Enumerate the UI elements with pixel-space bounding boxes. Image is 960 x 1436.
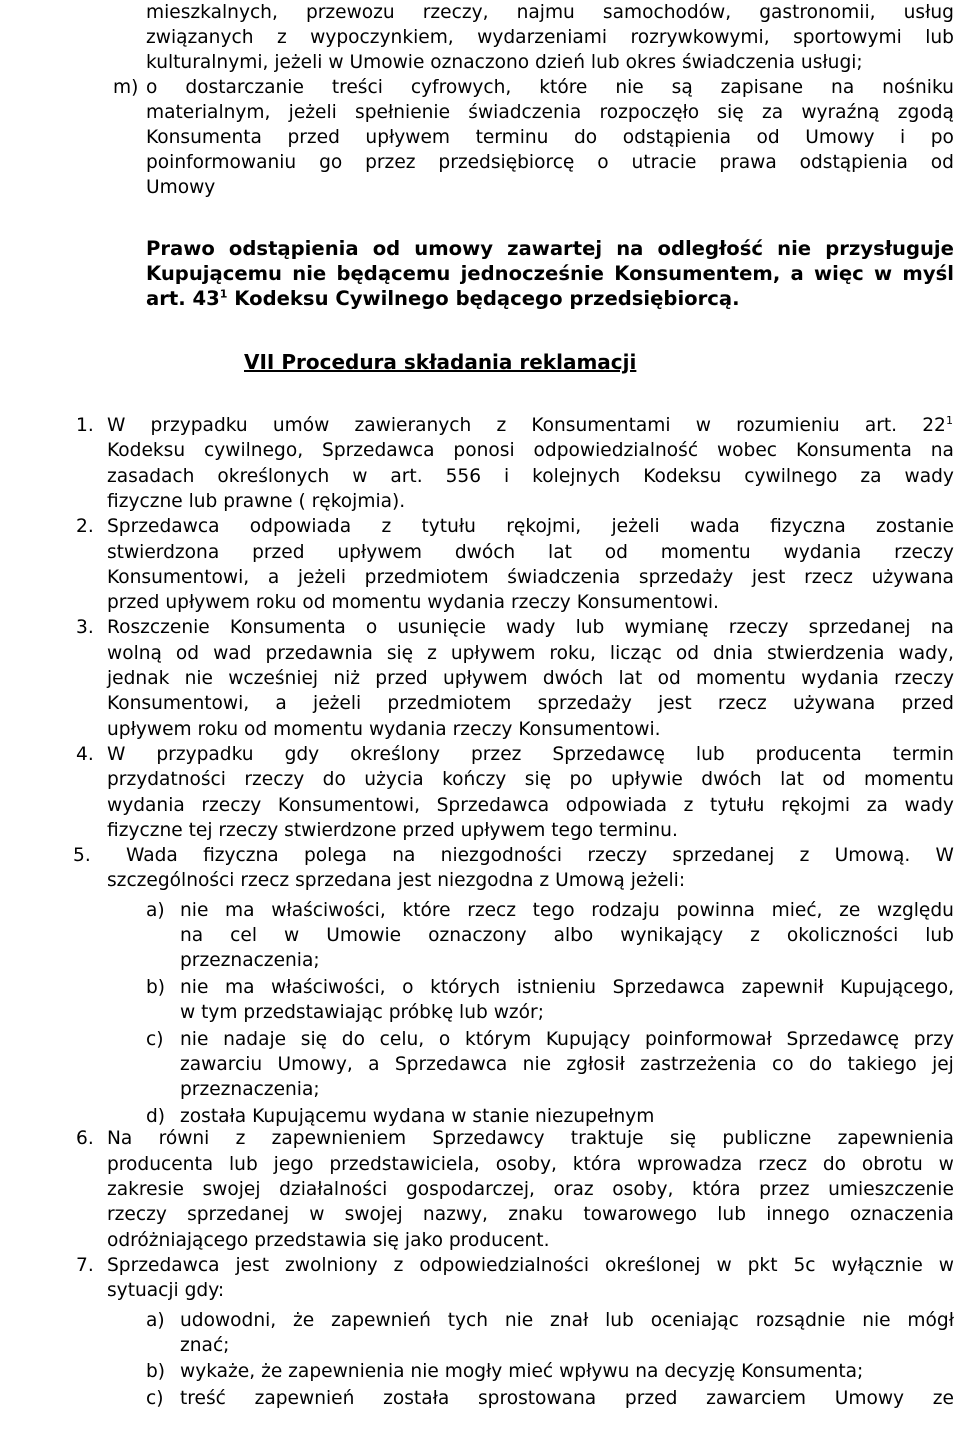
text-line: wolną od wad przedawnia się z upływem roku, licząc od dnia stwierdzenia wady, (107, 642, 954, 664)
text-line: Konsumentowi, a jeżeli przedmiotem sprzedaży jest rzecz używana przed (107, 693, 954, 715)
sub-item-marker: d) (146, 1105, 166, 1127)
text-line: zawarciu Umowy, a Sprzedawca nie zgłosił zastrzeżenia co do takiego jej (180, 1054, 954, 1076)
text-line: stwierdzona przed upływem dwóch lat od momentu wydania rzeczy (107, 541, 954, 563)
sub-item-marker: b) (146, 1361, 166, 1383)
text-line: w tym przedstawiając próbkę lub wzór; (180, 1002, 544, 1024)
text-line: sytuacji gdy: (107, 1280, 225, 1302)
text-line: znać; (180, 1334, 230, 1356)
text-line: nie ma właściwości, o których istnieniu Sprzedawca zapewnił Kupującego, (180, 976, 954, 998)
text-line: materialnym, jeżeli spełnienie świadczenia rozpoczęło się za wyraźną zgodą (146, 102, 954, 123)
text-line: przed upływem roku od momentu wydania rzeczy Konsumentowi. (107, 592, 719, 614)
item-marker: m) (113, 77, 139, 98)
text-line: W przypadku umów zawieranych z Konsumentami w rozumieniu art. 22 (107, 415, 946, 436)
document-page: mieszkalnych, przewozu rzeczy, najmu samochodów, gastronomii, usług związanych z wypoczynkiem, wydarzeniami rozrywkowymi, sportowymi lub kulturalnymi, jeżeli w Umowie oznaczono dzień lub okres świadczenia usługi; m) o dostarczanie treści cyfrowych, które nie są zapisane na nośniku materialnym, jeżeli spełnienie świadczenia rozpoczęło się za wyraźną zgodą Konsumenta przed upływem terminu do odstąpienia od Umowy i po poinformowaniu go przez przedsiębiorcę o utracie prawa odstąpienia od Umowy Prawo odstąpienia od umowy zawartej na odległość nie przysługuje Kupującemu nie będącemu jednocześnie Konsumentem, a więc w myśl art. $43^1$ Kodeksu Cywilnego będącego przedsiębiorcą. VII Procedura składania reklamacji 1. W przypadku umów zawieranych z Konsumentami w rozumieniu art. 22 1 Kodeksu cywilnego, Sprzedawca ponosi odpowiedzialność wobec Konsumenta na zasadach określonych w art. 556 i kolejnych Kodeksu cywilnego za wady fizyczne lub prawne ( rękojmia). 2. Sprzedawca odpowiada z tytułu rękojmi, jeżeli wada fizyczna zostanie stwierdzona przed upływem dwóch lat od momentu wydania rzeczy Konsumentowi, a jeżeli przedmiotem świadczenia sprzedaży jest rzecz używana przed upływem roku od momentu wydania rzeczy Konsumentowi. 3. Roszczenie Konsumenta o usunięcie wady lub wymianę rzeczy sprzedanej na wolną od wad przedawnia się z upływem roku, licząc od dnia stwierdzenia wady, jednak nie wcześniej niż przed upływem dwóch lat od momentu wydania rzeczy Konsumentowi, a jeżeli przedmiotem sprzedaży jest rzecz używana przed upływem roku od momentu wydania rzeczy Konsumentowi. 4. W przypadku gdy określony przez Sprzedawcę lub producenta termin przydatności rzeczy do użycia kończy się po upływie dwóch lat od momentu wydania rzeczy Konsumentowi, Sprzedawca odpowiada z tytułu rękojmi za wady fizyczne tej rzeczy stwierdzone przed upływem tego terminu. 5. Wada fizyczna polega na niezgodności rzeczy sprzedanej z Umową. W szczególności rzecz sprzedana jest niezgodna z Umową jeżeli: a) nie ma właściwości, które rzecz tego rodzaju powinna mieć, ze względu na cel w Umowie oznaczony albo wynikający z okoliczności lub przeznaczenia; b) nie ma właściwości, o których istnieniu Sprzedawca zapewnił Kupującego, w tym przedstawiając próbkę lub wzór; c) nie nadaje się do celu, o którym Kupujący poinformował Sprzedawcę przy zawarciu Umowy, a Sprzedawca nie zgłosił zastrzeżenia co do takiego jej przeznaczenia; d) została Kupującemu wydana w stanie niezupełnym 6. Na równi z zapewnieniem Sprzedawcy traktuje się publiczne zapewnienia producenta lub jego przedstawiciela, osoby, która wprowadza rzecz do obrotu w zakresie swojej działalności gospodarczej, oraz osoby, która przez umieszczenie rzeczy sprzedanej w swojej nazwy, znaku towarowego lub innego oznaczenia odróżniającego przedstawia się jako producent. 7. Sprzedawca jest zwolniony z odpowiedzialności określonej w pkt 5c wyłącznie w sytuacji gdy: a) udowodni, że zapewnień tych nie znał lub oceniając rozsądnie nie mógł znać; b) wykaże, że zapewnienia nie mogły mieć wpływu na decyzję Konsumenta; c) treść zapewnień została sprostowana przed zawarciem Umowy ze (73, 2, 954, 1409)
bold-note-line (146, 286, 740, 311)
text-line: Na równi z zapewnieniem Sprzedawcy traktuje się publiczne zapewnienia (107, 1128, 954, 1150)
sub-item-marker: c) (146, 1387, 164, 1409)
text-line: fizyczne lub prawne ( rękojmia). (107, 490, 406, 512)
sub-item-marker: a) (146, 1309, 165, 1331)
text-line: Kodeksu cywilnego, Sprzedawca ponosi odpowiedzialność wobec Konsumenta na (107, 440, 954, 462)
superscript: 1 (219, 287, 228, 301)
bold-note-line: Kupującemu nie będącemu jednocześnie Konsumentem, a więc w myśl (146, 262, 954, 285)
bold-note-text: art. 43 (146, 287, 220, 310)
item-number: 4. (76, 743, 94, 765)
text-line: przeznaczenia; (180, 1079, 320, 1101)
text-line: kulturalnymi, jeżeli w Umowie oznaczono dzień lub okres świadczenia usługi; (146, 52, 863, 73)
text-line: udowodni, że zapewnień tych nie znał lub oceniając rozsądnie nie mógł (180, 1309, 954, 1331)
item-number: 1. (76, 415, 94, 436)
text-line: wydania rzeczy Konsumentowi, Sprzedawca odpowiada z tytułu rękojmi za wady (107, 794, 954, 816)
text-line: szczególności rzecz sprzedana jest niezgodna z Umową jeżeli: (107, 870, 686, 892)
text-line: na cel w Umowie oznaczony albo wynikający z okoliczności lub (180, 925, 954, 946)
text-line: Roszczenie Konsumenta o usunięcie wady lub wymianę rzeczy sprzedanej na (107, 617, 954, 639)
text-line: zasadach określonych w art. 556 i kolejnych Kodeksu cywilnego za wady (107, 465, 954, 487)
item-number: 7. (76, 1254, 94, 1276)
text-line: fizyczne tej rzeczy stwierdzone przed upływem tego terminu. (107, 819, 678, 841)
text-line: została Kupującemu wydana w stanie niezupełnym (180, 1105, 655, 1127)
text-line: przydatności rzeczy do użycia kończy się po upływie dwóch lat od momentu (107, 769, 954, 791)
item-number: 6. (76, 1128, 94, 1150)
text-line: przeznaczenia; (180, 950, 320, 972)
text-line: Sprzedawca jest zwolniony z odpowiedzialności określonej w pkt 5c wyłącznie w (107, 1254, 954, 1276)
text-line: Konsumenta przed upływem terminu do odstąpienia od Umowy i po (146, 127, 954, 148)
text-line: mieszkalnych, przewozu rzeczy, najmu samochodów, gastronomii, usług (146, 2, 954, 23)
bold-note-line: Prawo odstąpienia od umowy zawartej na odległość nie przysługuje (146, 237, 954, 260)
text-line: wykaże, że zapewnienia nie mogły mieć wpływu na decyzję Konsumenta; (180, 1361, 864, 1383)
text-line: zakresie swojej działalności gospodarczej, oraz osoby, która przez umieszczenie (107, 1179, 954, 1201)
item-number: 3. (76, 617, 94, 639)
text-line: Umowy (146, 177, 216, 198)
sub-item-marker: b) (146, 976, 166, 998)
text-line: producenta lub jego przedstawiciela, osoby, która wprowadza rzecz do obrotu w (107, 1153, 954, 1175)
text-line: Konsumentowi, a jeżeli przedmiotem świadczenia sprzedaży jest rzecz używana (107, 566, 954, 588)
text-line: treść zapewnień została sprostowana przed zawarciem Umowy ze (180, 1387, 954, 1409)
item-number: 5. (73, 845, 91, 867)
text-line: W przypadku gdy określony przez Sprzedawcę lub producenta termin (107, 743, 954, 765)
section-heading: VII Procedura składania reklamacji (244, 350, 637, 374)
text-line: nie ma właściwości, które rzecz tego rodzaju powinna mieć, ze względu (180, 899, 954, 921)
text-line: jednak nie wcześniej niż przed upływem dwóch lat od momentu wydania rzeczy (107, 668, 954, 689)
text-line: o dostarczanie treści cyfrowych, które nie są zapisane na nośniku (146, 77, 954, 98)
text-line: poinformowaniu go przez przedsiębiorcę o utracie prawa odstąpienia od (146, 152, 954, 173)
text-line: upływem roku od momentu wydania rzeczy Konsumentowi. (107, 718, 661, 740)
text-line: nie nadaje się do celu, o którym Kupujący poinformował Sprzedawcę przy (180, 1028, 954, 1050)
text-line: odróżniającego przedstawia się jako producent. (107, 1229, 550, 1251)
item-number: 2. (76, 516, 94, 538)
sub-item-marker: c) (146, 1028, 164, 1050)
text-line: Sprzedawca odpowiada z tytułu rękojmi, jeżeli wada fizyczna zostanie (107, 516, 954, 538)
bold-note-text: Kodeksu Cywilnego będącego przedsiębiorcą. (227, 287, 740, 310)
text-line: rzeczy sprzedanej w swojej nazwy, znaku towarowego lub innego oznaczenia (107, 1204, 954, 1226)
text-line: związanych z wypoczynkiem, wydarzeniami rozrywkowymi, sportowymi lub (146, 27, 954, 48)
sub-item-marker: a) (146, 899, 165, 921)
text-line: Wada fizyczna polega na niezgodności rzeczy sprzedanej z Umową. W (126, 845, 954, 867)
